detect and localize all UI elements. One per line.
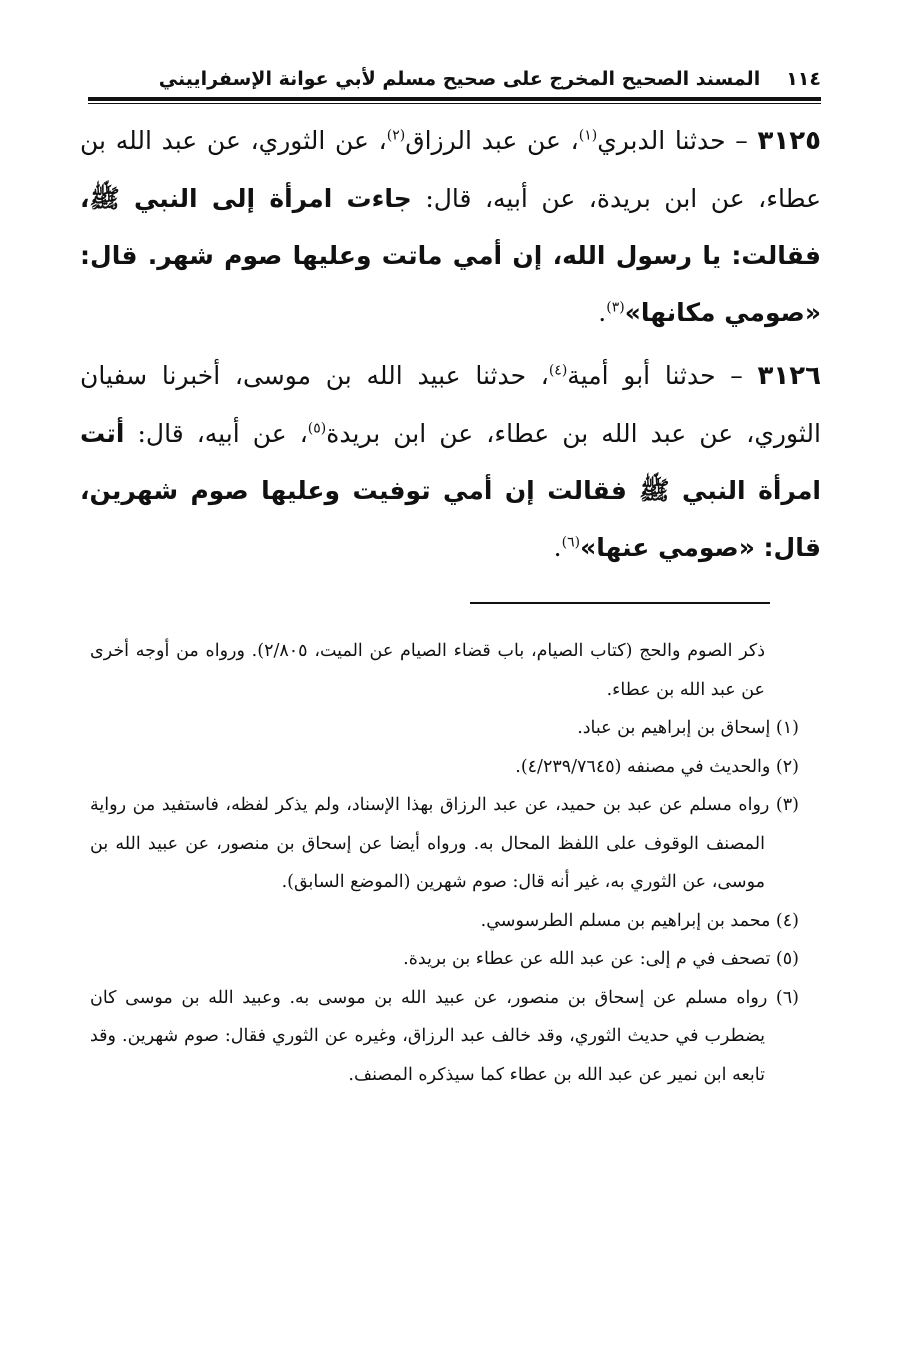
hadith-text: .	[598, 298, 607, 327]
hadith-matn: جاءت امرأة إلى النبي ﷺ، فقالت: يا رسول الله، إن أمي ماتت وعليها صوم شهر. قال: «صومي مكانها»	[80, 184, 821, 327]
hadith-text: ، عن الثوري، عن عبد الله بن عطاء، عن ابن بريدة، عن أبيه، قال:	[80, 126, 822, 213]
header-rule	[88, 97, 821, 101]
footnotes	[90, 632, 799, 1094]
hadith-number: ٣١٢٥	[757, 126, 821, 156]
book-title: المسند الصحيح المخرج على صحيح مسلم لأبي عوانة الإسفراييني	[158, 68, 761, 90]
hadith-3126	[80, 347, 821, 576]
hadith-text: ، عن أبيه، قال:	[124, 419, 308, 448]
footnote-marker: (٢)	[386, 127, 406, 144]
hadith-text: ، عن عبد الرزاق	[405, 126, 579, 155]
page-header	[88, 62, 821, 96]
hadith-number: ٣١٢٦	[757, 361, 821, 391]
footnote-6: (٦) رواه مسلم عن إسحاق بن منصور، عن عبيد الله بن موسى به. وعبيد الله بن موسى كان يضطرب في حديث الثوري، وقد خالف عبد الرزاق، وغيره عن الثوري فقال: صوم شهرين. وقد تابعه ابن نمير عن عبد الله بن عطاء كما سيذكره المصنف.	[90, 987, 799, 1085]
hadith-text: .	[553, 533, 562, 562]
hadith-matn: أتت امرأة النبي ﷺ فقالت إن أمي توفيت وعليها صوم شهرين، قال: «صومي عنها»	[80, 419, 821, 562]
footnote-marker: (٣)	[606, 299, 625, 316]
footnote-4: (٤) محمد بن إبراهيم بن مسلم الطرسوسي.	[480, 910, 799, 931]
footnote-separator	[470, 602, 770, 604]
main-text	[80, 112, 821, 582]
hadith-text: ، حدثنا عبيد الله بن موسى، أخبرنا سفيان الثوري، عن عبد الله بن عطاء، عن ابن بريدة	[80, 361, 821, 448]
hadith-3125	[80, 112, 821, 341]
page-number: ١١٤	[786, 68, 821, 90]
footnote-1: (١) إسحاق بن إبراهيم بن عباد.	[577, 718, 799, 738]
footnote-5: (٥) تصحف في م إلى: عن عبد الله عن عطاء بن بريدة.	[403, 949, 799, 969]
footnote-marker: (٦)	[561, 534, 581, 551]
footnote-2: (٢) والحديث في مصنفه (٤/٢٣٩/٧٦٤٥).	[515, 756, 799, 777]
footnote-3: (٣) رواه مسلم عن عبد بن حميد، عن عبد الرزاق بهذا الإسناد، ولم يذكر لفظه، فاستفيد من رواية المصنف الوقوف على اللفظ المحال به. ورواه أيضا عن إسحاق بن منصور، عن عبيد الله بن موسى، عن الثوري به، غير أنه قال: صوم شهرين (الموضع السابق).	[90, 795, 799, 892]
header-rule-thin	[88, 103, 821, 104]
footnote-marker: (١)	[578, 127, 598, 144]
hadith-text: – حدثنا الدبري	[597, 126, 758, 155]
footnote-marker: (٥)	[307, 420, 327, 437]
hadith-text: – حدثنا أبو أمية	[567, 361, 758, 390]
footnote-continuation: ذكر الصوم والحج (كتاب الصيام، باب قضاء الصيام عن الميت، ٢/٨٠٥). ورواه من أوجه أخرى عن عبد الله بن عطاء.	[90, 641, 765, 700]
footnote-marker: (٤)	[548, 362, 568, 379]
